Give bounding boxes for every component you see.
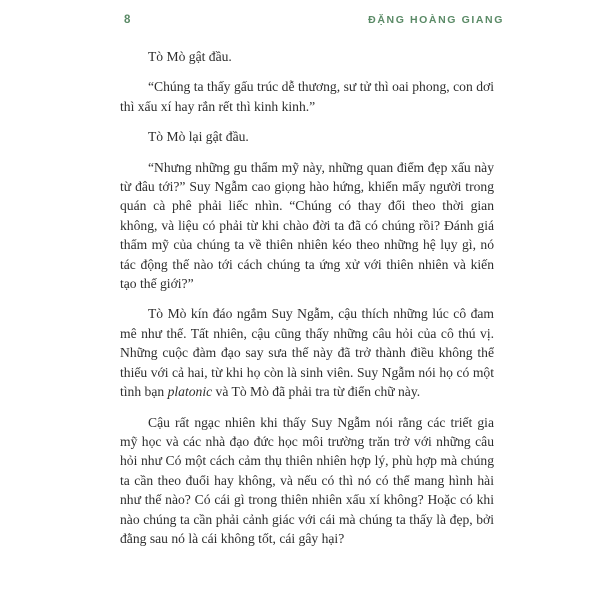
running-title: ĐẶNG HOÀNG GIANG [368, 14, 504, 26]
paragraph [120, 158, 494, 294]
paragraph [120, 304, 494, 401]
paragraph [120, 47, 494, 66]
paragraph [120, 77, 494, 116]
paragraph-text: Cậu rất ngạc nhiên khi thấy Suy Ngẫm nói rằng các triết gia mỹ học và các nhà đạo đức học môi trường trăn trở với những câu hỏi như Có một cách cảm thụ thiên nhiên hợp lý, phù hợp mà chúng ta cần theo đuổi hay không, và nếu có thì nó có thể mang hình hài như thế nào? Có cái gì trong thiên nhiên xấu xí không? Hoặc có khi nào chúng ta cần phải cảnh giác với cái mà chúng ta thấy là đẹp, bởi đằng sau nó là cái không tốt, cái gây hại? [120, 414, 494, 546]
paragraph-text: “Chúng ta thấy gấu trúc dễ thương, sư tử thì oai phong, con dơi thì xấu xí hay rắn rết thì kinh kinh.” [120, 79, 494, 114]
paragraph [120, 413, 494, 549]
running-header [124, 14, 504, 26]
paragraph-text: Tò Mò gật đầu. [148, 49, 232, 64]
paragraph [120, 127, 494, 146]
page-body [120, 47, 494, 548]
paragraph-text: “Nhưng những gu thẩm mỹ này, những quan điểm đẹp xấu này từ đâu tới?” Suy Ngẫm cao giọng hào hứng, khiến mấy người trong quán cà phê phải liếc nhìn. “Chúng có thay đổi theo thời gian không, và liệu có phải từ khi chào đời ta đã có chúng rồi? Đánh giá thẩm mỹ của chúng ta về thiên nhiên kéo theo những hệ lụy gì, nó tác động thế nào tới cách chúng ta ứng xử với thiên nhiên và kiến tạo thế giới?” [120, 159, 494, 292]
paragraph-text: Tò Mò lại gật đầu. [148, 129, 249, 145]
paragraph-text: Tò Mò kín đáo ngắm Suy Ngẫm, cậu thích những lúc cô đam mê như thế. Tất nhiên, cậu cũng thấy những câu hỏi của cô thú vị. Những cuộc đàm đạo say sưa thế này đã trở thành điều không thể thiếu với cả hai, từ khi họ còn là sinh viên. Suy Ngẫm nói họ có một tình bạn [120, 306, 494, 400]
page-number: 8 [124, 14, 131, 26]
paragraph-text-italic: platonic [167, 384, 213, 400]
paragraph-text: và Tò Mò đã phải tra từ điển chữ này. [212, 384, 421, 400]
